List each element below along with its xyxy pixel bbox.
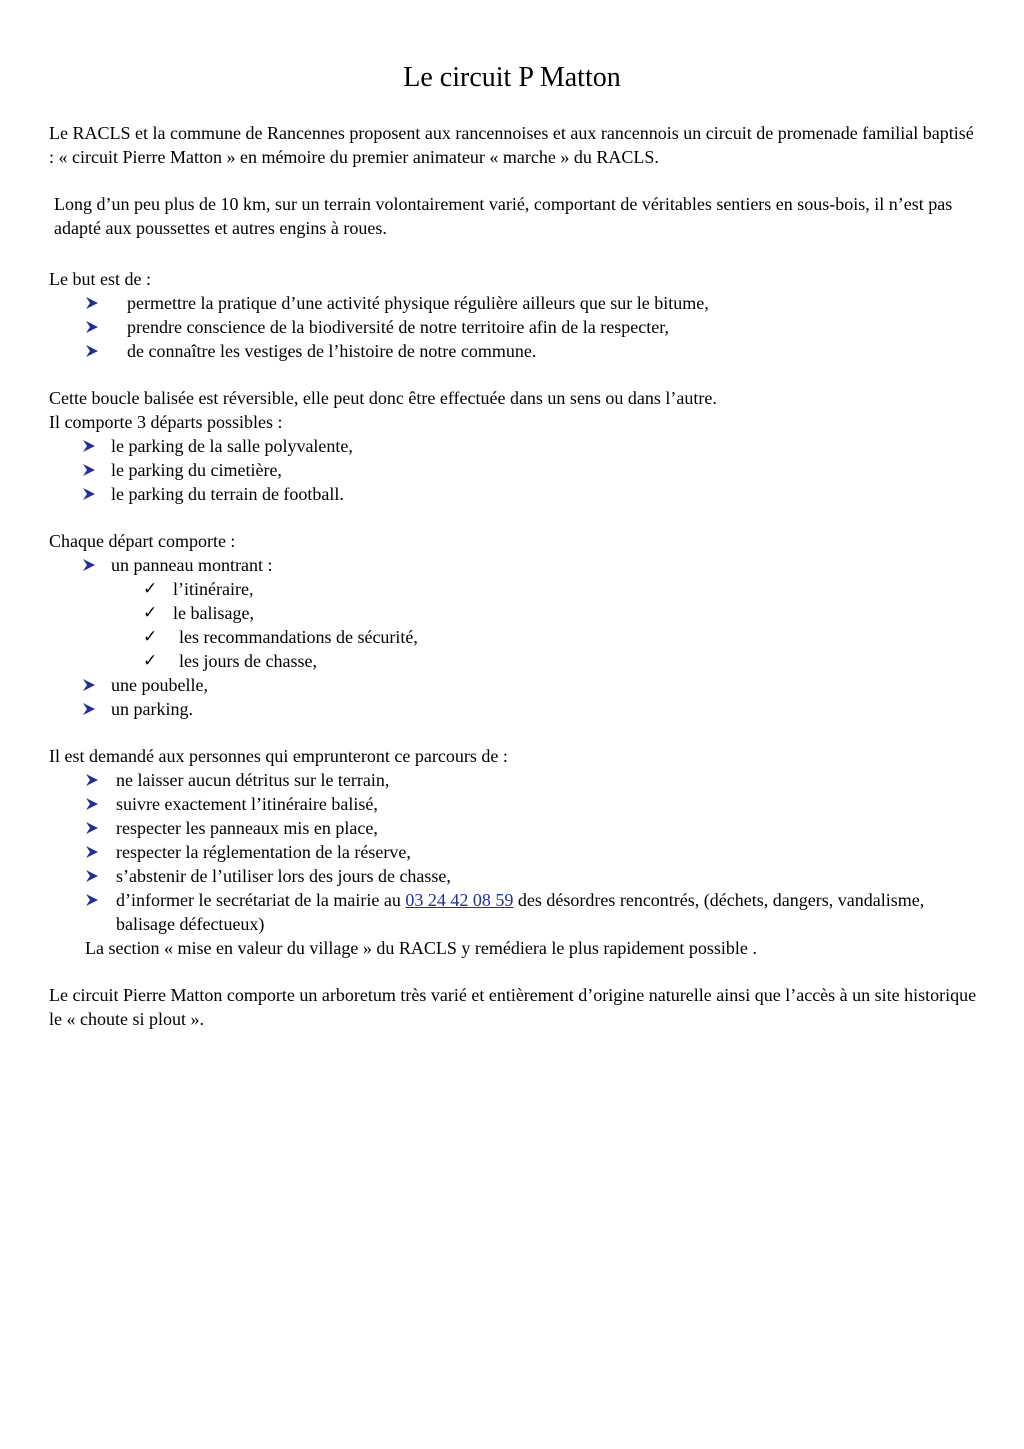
list-item bbox=[49, 458, 979, 482]
arrowhead-bullet-icon bbox=[82, 487, 96, 501]
list-item bbox=[49, 315, 979, 339]
list-item bbox=[49, 291, 979, 315]
panel-subitem-text: le balisage, bbox=[173, 603, 254, 623]
panel-subitem-text: l’itinéraire, bbox=[173, 579, 254, 599]
arrowhead-bullet-icon bbox=[85, 797, 99, 811]
list-item bbox=[49, 434, 979, 458]
arrowhead-bullet-icon bbox=[85, 821, 99, 835]
arrowhead-bullet-icon bbox=[85, 320, 99, 334]
list-item bbox=[49, 697, 979, 721]
list-item bbox=[49, 864, 979, 888]
rule-item-text: s’abstenir de l’utiliser lors des jours de chasse, bbox=[116, 866, 451, 886]
list-item bbox=[49, 888, 979, 936]
list-item bbox=[49, 339, 979, 363]
loop-line-2: Il comporte 3 départs possibles : bbox=[49, 412, 283, 432]
departure-item-text: le parking du terrain de football. bbox=[111, 484, 344, 504]
arrowhead-bullet-icon bbox=[85, 296, 99, 310]
arrowhead-bullet-icon bbox=[85, 869, 99, 883]
checkmark-bullet-icon: ✓ bbox=[143, 627, 158, 647]
arrowhead-bullet-icon bbox=[82, 678, 96, 692]
arrowhead-bullet-icon bbox=[82, 463, 96, 477]
list-item bbox=[49, 577, 979, 601]
panel-contents-list bbox=[49, 577, 979, 673]
goal-list bbox=[49, 291, 979, 363]
arrowhead-bullet-icon bbox=[82, 558, 96, 572]
checkmark-bullet-icon: ✓ bbox=[143, 603, 158, 623]
departure-item-text: le parking de la salle polyvalente, bbox=[111, 436, 353, 456]
arrowhead-bullet-icon bbox=[85, 344, 99, 358]
arrowhead-bullet-icon bbox=[85, 845, 99, 859]
parking-item-text: un parking. bbox=[111, 699, 193, 719]
panel-subitem-text: les jours de chasse, bbox=[179, 651, 317, 671]
goal-item-text: de connaître les vestiges de l’histoire de notre commune. bbox=[127, 341, 537, 361]
loop-line-1: Cette boucle balisée est réversible, elle peut donc être effectuée dans un sens ou dans l’autre. bbox=[49, 388, 717, 408]
checkmark-bullet-icon: ✓ bbox=[143, 579, 158, 599]
rule-item-text: suivre exactement l’itinéraire balisé, bbox=[116, 794, 378, 814]
arrowhead-bullet-icon bbox=[85, 773, 99, 787]
departure-lead: Chaque départ comporte : bbox=[49, 531, 236, 551]
departures-list bbox=[49, 434, 979, 506]
checkmark-bullet-icon: ✓ bbox=[143, 651, 158, 671]
mairie-phone-link[interactable]: 03 24 42 08 59 bbox=[405, 890, 514, 910]
list-item bbox=[49, 601, 979, 625]
section-note: La section « mise en valeur du village » du RACLS y remédiera le plus rapidement possible . bbox=[85, 938, 757, 958]
rules-lead: Il est demandé aux personnes qui emprunteront ce parcours de : bbox=[49, 746, 508, 766]
rules-list bbox=[49, 768, 979, 936]
list-item bbox=[49, 840, 979, 864]
inform-text-before: d’informer le secrétariat de la mairie au bbox=[116, 890, 406, 910]
rule-item-text: ne laisser aucun détritus sur le terrain, bbox=[116, 770, 390, 790]
goal-item-text: prendre conscience de la biodiversité de notre territoire afin de la respecter, bbox=[127, 317, 670, 337]
list-item bbox=[49, 482, 979, 506]
rule-item-text: respecter la réglementation de la réserve, bbox=[116, 842, 411, 862]
arrowhead-bullet-icon bbox=[82, 702, 96, 716]
list-item bbox=[49, 792, 979, 816]
rule-item-text: respecter les panneaux mis en place, bbox=[116, 818, 378, 838]
list-item bbox=[49, 553, 979, 577]
departure-item-text: le parking du cimetière, bbox=[111, 460, 282, 480]
document-body bbox=[49, 121, 979, 1031]
departure-contents-list-continued bbox=[49, 673, 979, 721]
bin-item-text: une poubelle, bbox=[111, 675, 208, 695]
conclusion-paragraph: Le circuit Pierre Matton comporte un arboretum très varié et entièrement d’origine naturelle ainsi que l’accès à un site historique le « choute si plout ». bbox=[49, 985, 977, 1029]
arrowhead-bullet-icon bbox=[85, 893, 99, 907]
page-title: Le circuit P Matton bbox=[403, 62, 621, 93]
list-item bbox=[49, 649, 979, 673]
length-paragraph: Long d’un peu plus de 10 km, sur un terrain volontairement varié, comportant de véritables sentiers en sous-bois, il n’est pas adapté aux poussettes et autres engins à roues. bbox=[54, 194, 953, 238]
goal-lead: Le but est de : bbox=[49, 269, 151, 289]
departure-contents-list bbox=[49, 553, 979, 577]
arrowhead-bullet-icon bbox=[82, 439, 96, 453]
inform-text-after: des désordres rencontrés, (déchets, dangers, vandalisme, balisage défectueux) bbox=[116, 890, 925, 934]
intro-paragraph: Le RACLS et la commune de Rancennes proposent aux rancennoises et aux rancennois un circuit de promenade familial baptisé : « circuit Pierre Matton » en mémoire du premier animateur « marche » du RACLS. bbox=[49, 123, 974, 167]
goal-item-text: permettre la pratique d’une activité physique régulière ailleurs que sur le bitume, bbox=[127, 293, 709, 313]
panel-subitem-text: les recommandations de sécurité, bbox=[179, 627, 418, 647]
list-item bbox=[49, 768, 979, 792]
list-item bbox=[49, 816, 979, 840]
panel-item-text: un panneau montrant : bbox=[111, 555, 273, 575]
list-item bbox=[49, 625, 979, 649]
list-item bbox=[49, 673, 979, 697]
